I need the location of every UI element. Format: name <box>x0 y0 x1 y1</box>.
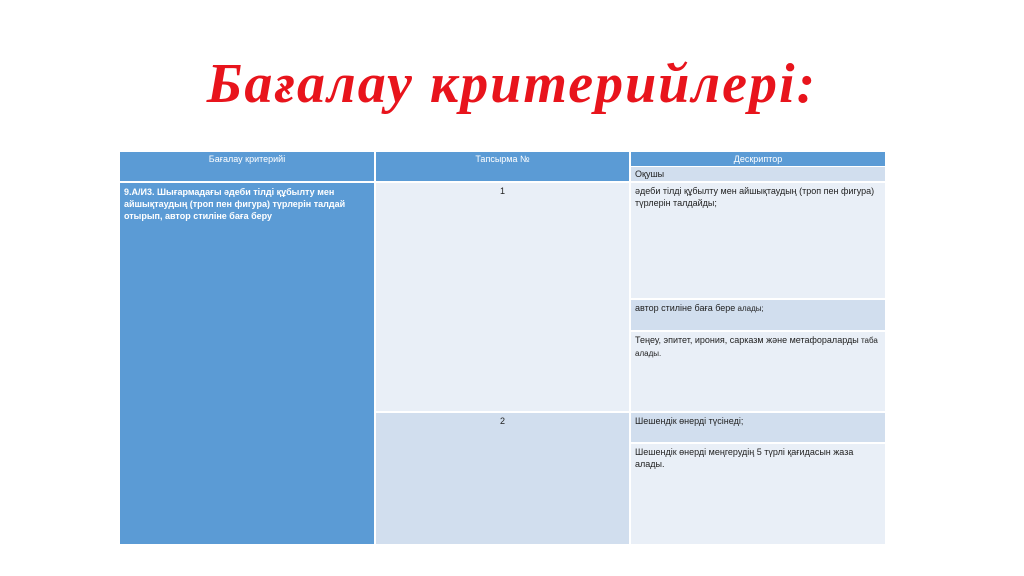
descriptor-2-text: автор стиліне баға бере <box>635 303 736 313</box>
descriptor-4-text: Шешендік өнерді түсінеді; <box>635 416 744 426</box>
assessment-table <box>120 152 885 544</box>
descriptor-1-text: әдеби тілді құбылту мен айшықтаудың (троп пен фигура) түрлерін талдайды; <box>635 186 875 208</box>
subheader-student-label: Оқушы <box>635 169 665 179</box>
task-cell-2 <box>376 413 629 544</box>
descriptor-cell-1 <box>631 183 885 298</box>
descriptor-3-tail: таба алады. <box>635 336 878 358</box>
header-descriptor <box>631 152 885 166</box>
header-task-label: Тапсырма № <box>475 154 530 164</box>
subheader-student <box>631 167 885 181</box>
descriptor-cell-4 <box>631 413 885 442</box>
header-criterion <box>120 152 374 181</box>
task-cell-1 <box>376 183 629 411</box>
descriptor-2-tail: алады; <box>735 304 764 313</box>
header-task <box>376 152 629 181</box>
task-number-1: 1 <box>499 186 505 196</box>
descriptor-cell-5 <box>631 444 885 544</box>
descriptor-cell-3 <box>631 332 885 411</box>
header-descriptor-label: Дескриптор <box>733 154 783 164</box>
descriptor-5-text: Шешендік өнерді меңгерудің 5 түрлі қағидасын жаза алады. <box>635 447 854 469</box>
task-number-2: 2 <box>499 416 505 426</box>
criterion-text: 9.А/И3. Шығармадағы әдеби тілді құбылту мен айшықтаудың (троп пен фигура) түрлерін талдай отырып, автор стиліне баға беру <box>124 187 346 221</box>
descriptor-cell-2 <box>631 300 885 330</box>
descriptor-3-text: Теңеу, эпитет, ирония, сарказм және метафораларды <box>635 335 859 345</box>
header-criterion-label: Бағалау критерийі <box>208 154 286 164</box>
criterion-cell <box>120 183 374 544</box>
slide-title: Бағалау критерийлері: <box>206 53 818 115</box>
